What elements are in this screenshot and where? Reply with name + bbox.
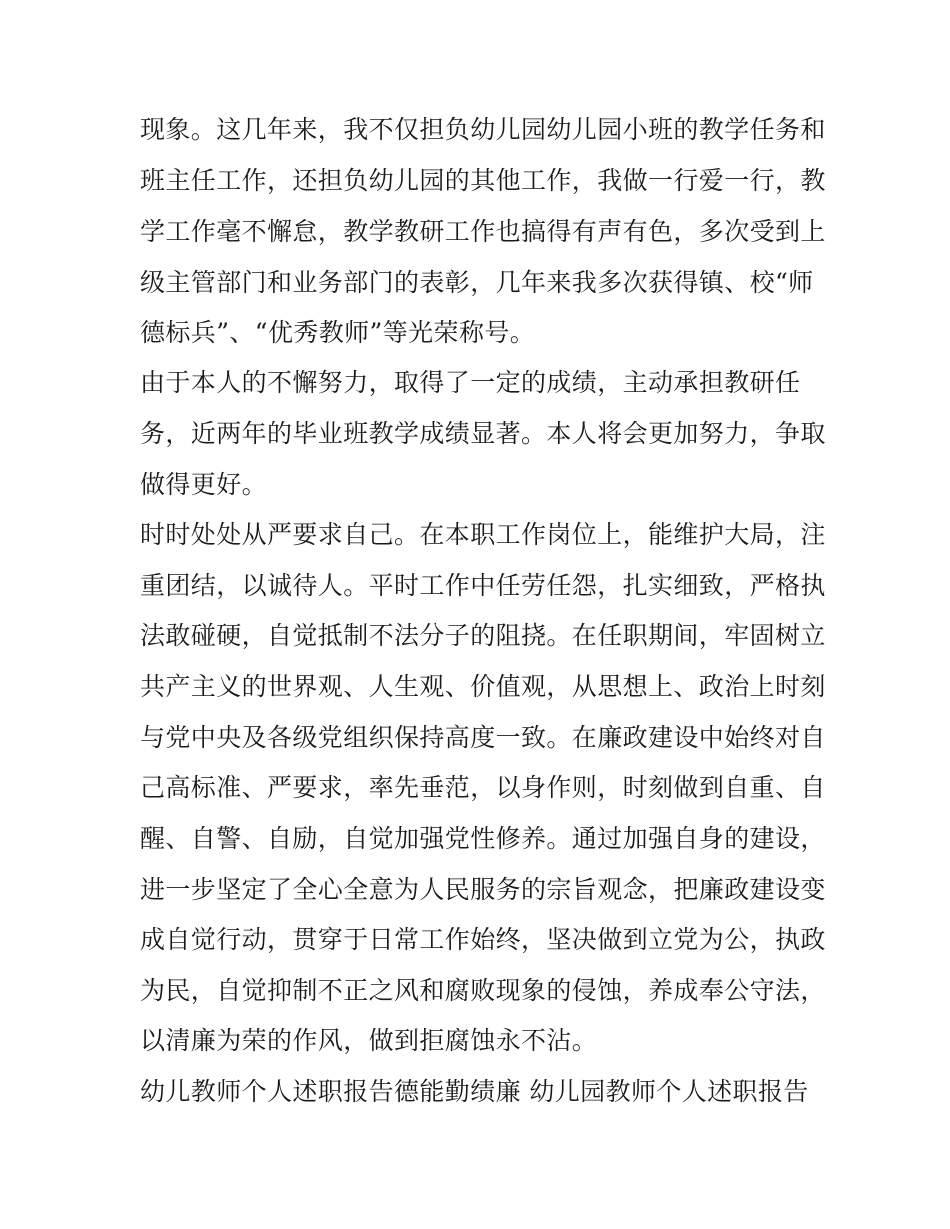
text-line: 幼儿教师个人述职报告德能勤绩廉 幼儿园教师个人述职报告	[140, 1077, 809, 1106]
text-line: 班主任工作，还担负幼儿园的其他工作，我做一行爱一行，教	[140, 166, 826, 195]
text-line: 醒、自警、自励，自觉加强党性修养。通过加强自身的建设，	[140, 824, 826, 853]
text-line: 做得更好。	[140, 470, 268, 499]
text-line: 德标兵”、“优秀教师”等光荣称号。	[140, 318, 536, 347]
text-line: 务，近两年的毕业班教学成绩显著。本人将会更加努力，争取	[140, 419, 826, 448]
text-line: 与党中央及各级党组织保持高度一致。在廉政建设中始终对自	[140, 723, 826, 752]
text-line: 为民，自觉抑制不正之风和腐败现象的侵蚀，养成奉公守法，	[140, 976, 826, 1005]
text-line: 法敢碰硬，自觉抵制不法分子的阻挠。在任职期间，牢固树立	[140, 621, 826, 650]
text-line: 进一步坚定了全心全意为人民服务的宗旨观念，把廉政建设变	[140, 875, 826, 904]
text-line: 时时处处从严要求自己。在本职工作岗位上，能维护大局，注	[140, 520, 826, 549]
text-line: 以清廉为荣的作风，做到拒腐蚀永不沾。	[140, 1026, 598, 1055]
text-line: 由于本人的不懈努力，取得了一定的成绩，主动承担教研任	[140, 368, 801, 397]
text-line: 成自觉行动，贯穿于日常工作始终，坚决做到立党为公，执政	[140, 925, 826, 954]
text-line: 学工作毫不懈怠，教学教研工作也搞得有声有色，多次受到上	[140, 217, 826, 246]
text-line: 重团结，以诚待人。平时工作中任劳任怨，扎实细致，严格执	[140, 571, 826, 600]
text-line: 共产主义的世界观、人生观、价值观，从思想上、政治上时刻	[140, 672, 826, 701]
text-line: 己高标准、严要求，率先垂范，以身作则，时刻做到自重、自	[140, 773, 826, 802]
text-line: 级主管部门和业务部门的表彰，几年来我多次获得镇、校“师	[140, 268, 814, 297]
text-line: 现象。这几年来，我不仅担负幼儿园幼儿园小班的教学任务和	[140, 115, 826, 144]
